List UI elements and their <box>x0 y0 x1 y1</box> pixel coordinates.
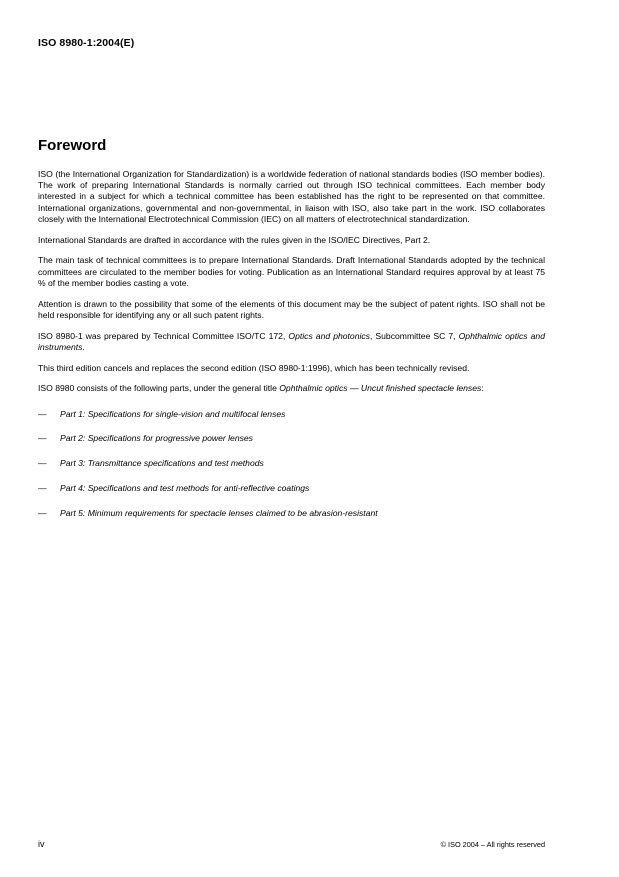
part-title: Part 3: Transmittance specifications and test methods <box>60 458 264 469</box>
subcommittee-name: Ophthalmic optics and instruments <box>38 330 545 352</box>
list-item <box>38 433 545 444</box>
paragraph-prepared-by <box>38 331 545 353</box>
list-item <box>38 483 545 494</box>
parts-intro-text: ISO 8980 consists of the following parts, under the general title <box>38 383 280 394</box>
paragraph-iso-intro: ISO (the International Organization for Standardization) is a worldwide federation of national standards bodies (ISO member bodies). The work of preparing International Standards is normally carried out through ISO technical committees. Each member body interested in a subject for which a technical committee has been established has the right to be represented on that committee. International organizations, governmental and non-governmental, in liaison with ISO, also take part in the work. ISO collaborates closely with the International Electrotechnical Commission (IEC) on all matters of electrotechnical standardization. <box>38 169 545 224</box>
em-dash-bullet: — <box>38 482 47 493</box>
em-dash-bullet: — <box>38 458 47 469</box>
em-dash-bullet: — <box>38 507 47 518</box>
list-item <box>38 458 545 469</box>
prepared-by-text-2: , Subcommittee SC 7, <box>369 330 459 341</box>
part-title: Part 2: Specifications for progressive power lenses <box>60 433 253 444</box>
em-dash-bullet: — <box>38 433 47 444</box>
paragraph-parts-intro <box>38 383 545 394</box>
parts-list <box>38 409 545 519</box>
document-id: ISO 8980-1:2004(E) <box>38 37 135 49</box>
foreword-heading: Foreword <box>38 137 107 154</box>
em-dash-bullet: — <box>38 408 47 419</box>
list-item <box>38 508 545 519</box>
part-title: Part 1: Specifications for single-vision and multifocal lenses <box>60 408 286 419</box>
paragraph-directives: International Standards are drafted in accordance with the rules given in the ISO/IEC Directives, Part 2. <box>38 234 431 245</box>
parts-intro-colon: : <box>481 383 484 394</box>
committee-name: Optics and photonics <box>288 330 370 341</box>
foreword-body <box>38 169 545 533</box>
part-title: Part 4: Specifications and test methods for anti-reflective coatings <box>60 482 310 493</box>
prepared-by-text: ISO 8980-1 was prepared by Technical Committee ISO/TC 172, <box>38 330 289 341</box>
prepared-by-text-3: . <box>82 341 85 352</box>
paragraph-edition: This third edition cancels and replaces the second edition (ISO 8980-1:1996), which has been technically revised. <box>38 362 470 373</box>
copyright-notice: © ISO 2004 – All rights reserved <box>440 840 545 849</box>
page-number: iv <box>38 839 45 849</box>
paragraph-main-task: The main task of technical committees is to prepare International Standards. Draft International Standards adopted by the technical committees are circulated to the member bodies for voting. Publication as an International Standard requires approval by at least 75 % of the member bodies casting a vote. <box>38 255 545 288</box>
paragraph-patent-rights: Attention is drawn to the possibility that some of the elements of this document may be the subject of patent rights. ISO shall not be held responsible for identifying any or all such patent rights. <box>38 298 545 320</box>
general-title: Ophthalmic optics — Uncut finished spectacle lenses <box>279 383 482 394</box>
list-item <box>38 409 545 420</box>
part-title: Part 5: Minimum requirements for spectacle lenses claimed to be abrasion-resistant <box>60 507 378 518</box>
